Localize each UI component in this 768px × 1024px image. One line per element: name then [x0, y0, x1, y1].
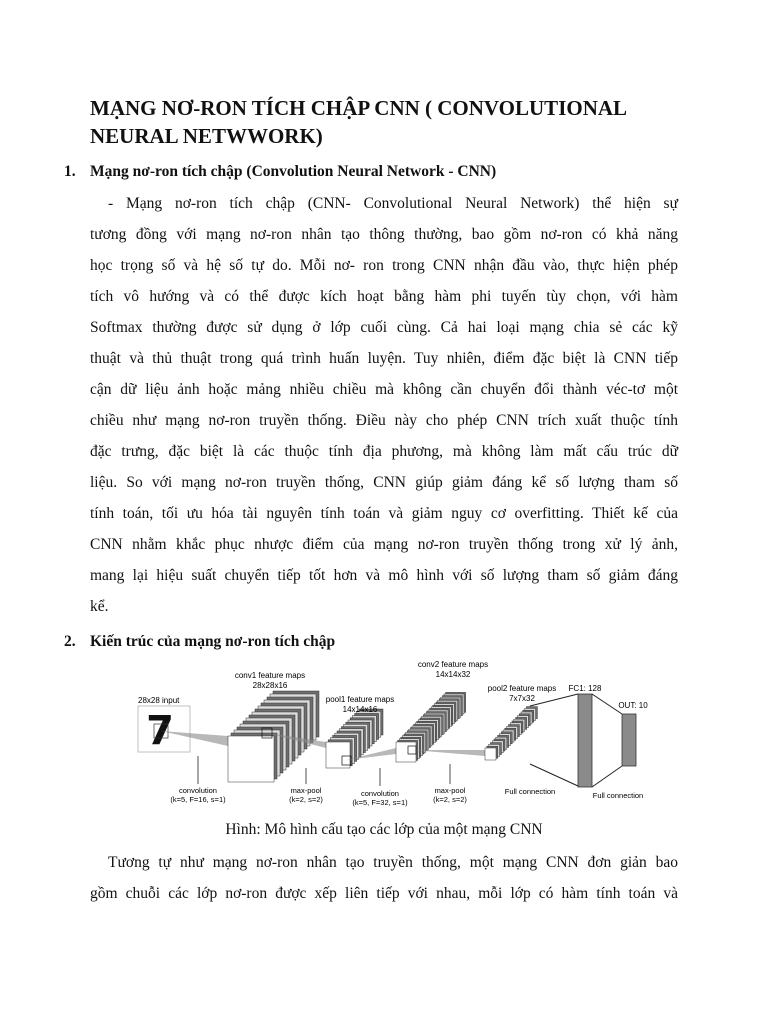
section-1-heading — [64, 162, 496, 182]
input-label: 28x28 input — [138, 696, 180, 705]
op5-label: Full connection — [504, 787, 556, 796]
op3-params: (k=5, F=32, s=1) — [352, 798, 408, 807]
paragraph-line: tính toán, tối ưu hóa tài nguyên tính toán và giảm nguy cơ overfitting. Thiết kế của — [90, 505, 678, 522]
fc1-label: FC1: 128 — [568, 684, 602, 693]
section-2-heading-text: Kiến trúc của mạng nơ-ron tích chập — [90, 633, 336, 650]
paragraph-line: chiều như mạng nơ-ron truyền thống. Điều này cho phép CNN trích xuất thuộc tính — [90, 412, 678, 429]
fc-connection-line — [530, 764, 578, 786]
fc-connection-line — [530, 694, 578, 706]
section-2-number: 2. — [64, 633, 76, 650]
paragraph-line: thuật và thủ thuật trong quá trình huấn luyện. Tuy nhiên, điểm đặc biệt là CNN tiếp — [90, 350, 678, 367]
paragraph-line: cận dữ liệu ảnh hoặc mảng nhiều chiều mà không cần chuyển đổi thành véc-tơ một — [90, 381, 678, 398]
feature-map-slab — [485, 748, 496, 760]
pool2-size: 7x7x32 — [509, 694, 535, 703]
op1-label: convolution — [179, 786, 217, 795]
pool1-label: pool1 feature maps — [325, 695, 395, 704]
op3-label: convolution — [361, 789, 399, 798]
figure-caption: Hình: Mô hình cấu tạo các lớp của một mạng CNN — [225, 821, 543, 838]
section-2-heading — [64, 632, 335, 652]
cnn-architecture-diagram — [130, 656, 660, 808]
op2-params: (k=2, s=2) — [289, 795, 323, 804]
conv2-label: conv2 feature maps — [417, 660, 489, 669]
pool1-size: 14x14x16 — [342, 705, 378, 714]
op4-label: max-pool — [434, 786, 466, 795]
paragraph-line: CNN nhằm khắc phục nhược điểm của mạng nơ-ron truyền thống trong xử lý ảnh, — [90, 536, 678, 553]
out-label: OUT: 10 — [618, 701, 648, 710]
pool2-feature-maps — [485, 707, 537, 760]
output-layer — [622, 714, 636, 766]
conv2-size: 14x14x32 — [435, 670, 471, 679]
op2-label: max-pool — [290, 786, 322, 795]
fc1-layer — [578, 694, 592, 787]
feature-map-slab — [326, 742, 350, 768]
section-1-number: 1. — [64, 163, 76, 180]
fc-connection-line — [592, 766, 622, 787]
paragraph-line: liệu. So với mạng nơ-ron truyền thống, CNN giúp giảm đáng kể số lượng tham số — [90, 474, 678, 491]
paragraph-line: - Mạng nơ-ron tích chập (CNN- Convolutional Neural Network) thể hiện sự — [108, 195, 678, 212]
paragraph-line: gồm chuỗi các lớp nơ-ron được xếp liên tiếp với nhau, mỗi lớp có hàm tính toán và — [90, 885, 678, 902]
paragraph-line: tích vô hướng và có thể được kích hoạt bằng hàm phi tuyến tùy chọn, với hàm — [90, 288, 678, 305]
paragraph-line: mang lại hiệu suất chuyển tiếp tốt hơn và mô hình với số lượng tham số giảm đáng — [90, 567, 678, 584]
op4-params: (k=2, s=2) — [433, 795, 467, 804]
conv1-label: conv1 feature maps — [234, 671, 306, 680]
feature-map-slab — [228, 736, 274, 782]
feature-map-slab — [396, 742, 416, 762]
op1-params: (k=5, F=16, s=1) — [170, 795, 226, 804]
document-title: MẠNG NƠ-RON TÍCH CHẬP CNN ( CONVOLUTIONAL NEURAL NETWWORK) — [90, 96, 626, 148]
paragraph-line: Tương tự như mạng nơ-ron nhân tạo truyền thống, một mạng CNN đơn giản bao — [108, 854, 678, 871]
paragraph-line: kể. — [90, 598, 109, 615]
input-digit: 7 — [146, 708, 174, 754]
paragraph-line: học trọng số và hệ số tự do. Mỗi nơ- ron trong CNN nhận đầu vào, thực hiện phép — [90, 257, 678, 274]
paragraph-line: tương đồng với mạng nơ-ron nhân tạo thông thường, bao gồm nơ-ron có khả năng — [90, 226, 678, 243]
op6-label: Full connection — [592, 791, 644, 800]
pool1-feature-maps — [326, 709, 383, 768]
section-1-heading-text: Mạng nơ-ron tích chập (Convolution Neural Network - CNN) — [90, 163, 497, 180]
pool2-label: pool2 feature maps — [487, 684, 557, 693]
paragraph-line: đặc trưng, đặc biệt là các thuộc tính địa phương, mà không làm mất cấu trúc dữ — [90, 443, 678, 460]
paragraph-line: Softmax thường được sử dụng ở lớp cuối cùng. Cả hai loại mạng chia sẻ các kỹ — [90, 319, 678, 336]
conv1-size: 28x28x16 — [252, 681, 288, 690]
conv1-feature-maps — [228, 691, 319, 782]
